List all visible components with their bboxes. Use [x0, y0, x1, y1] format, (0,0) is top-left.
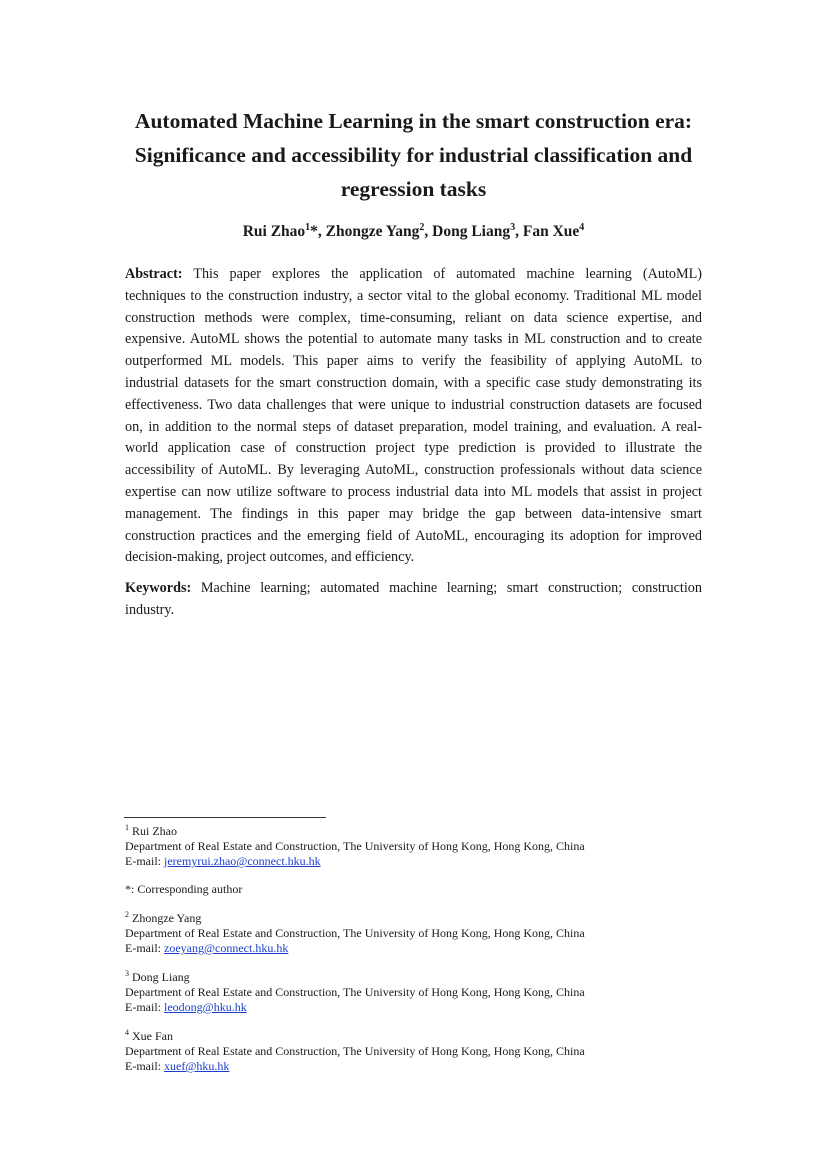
author-separator: , — [515, 223, 523, 240]
footnote-author-4 — [125, 1029, 725, 1074]
email-label: E-mail: — [125, 1000, 164, 1014]
keywords-text: Machine learning; automated machine learning; smart construction; construction — [191, 580, 702, 596]
abstract-line: world application case of construction project type prediction is provided to illustrate the — [125, 440, 702, 457]
author-name: Zhongze Yang — [325, 223, 420, 240]
spacer — [125, 869, 725, 882]
email-link[interactable]: leodong@hku.hk — [164, 1000, 247, 1014]
corresponding-author-note — [125, 882, 725, 897]
abstract-line: accessibility of AutoML. By leveraging AutoML, construction professionals without data science — [125, 462, 702, 479]
abstract-line — [125, 264, 702, 286]
abstract-line: effectiveness. Two data challenges that were unique to industrial construction datasets are focused — [125, 396, 702, 413]
email-label: E-mail: — [125, 941, 164, 955]
footnote-name: Zhongze Yang — [129, 911, 202, 925]
footnote-email-line — [125, 1000, 725, 1015]
author-separator: *, — [310, 223, 326, 240]
footnote-department: Department of Real Estate and Construction, The University of Hong Kong, Hong Kong, China — [125, 1044, 585, 1058]
author-name: Dong Liang — [432, 223, 511, 240]
abstract-line: construction practices and the emerging field of AutoML, encouraging its adoption for improved — [125, 527, 702, 544]
author-name: Fan Xue — [522, 223, 580, 240]
footnote-name: Rui Zhao — [129, 824, 177, 838]
author-affiliation-mark: 4 — [579, 221, 585, 233]
abstract-line: outperformed ML models. This paper aims to verify the feasibility of applying AutoML to — [125, 353, 702, 370]
footnote-name-line — [125, 824, 725, 839]
footnote-mark: 3 — [125, 969, 129, 978]
abstract-line: industrial datasets for the smart construction domain, with a specific case study demonstrating its — [125, 374, 702, 391]
footnote-name-line — [125, 911, 725, 926]
abstract-line: management. The findings in this paper may bridge the gap between data-intensive smart — [125, 505, 702, 522]
abstract-line: construction methods were complex, time-consuming, reliant on data science expertise, and — [125, 309, 702, 326]
footnote-name-line — [125, 1029, 725, 1044]
abstract-text: This paper explores the application of automated machine learning (AutoML) — [182, 266, 702, 282]
footnote-divider — [124, 817, 326, 818]
title-line: Automated Machine Learning in the smart construction era: — [134, 109, 693, 133]
footnote-author-3 — [125, 970, 725, 1015]
footnote-email-line — [125, 854, 725, 869]
email-link[interactable]: zoeyang@connect.hku.hk — [164, 941, 289, 955]
footnote-mark: 2 — [125, 910, 129, 919]
spacer — [125, 897, 725, 911]
footnote-department: Department of Real Estate and Construction, The University of Hong Kong, Hong Kong, China — [125, 926, 585, 940]
author-name: Rui Zhao — [242, 223, 306, 240]
footnote-department: Department of Real Estate and Construction, The University of Hong Kong, Hong Kong, China — [125, 839, 585, 853]
author-affiliation-mark: 2 — [419, 221, 425, 233]
footnote-department: Department of Real Estate and Construction, The University of Hong Kong, Hong Kong, China — [125, 985, 585, 999]
footnote-mark: 1 — [125, 823, 129, 832]
title-line: Significance and accessibility for industrial classification and — [134, 143, 693, 167]
abstract-line: expensive. AutoML shows the potential to automate many tasks in ML construction and to create — [125, 331, 702, 348]
footnote-author-1 — [125, 824, 725, 869]
paper-title — [110, 104, 717, 206]
keywords-line: industry. — [125, 601, 175, 618]
author-affiliation-mark: 3 — [510, 221, 516, 233]
footnote-name: Xue Fan — [129, 1029, 173, 1043]
keywords — [125, 578, 702, 622]
email-label: E-mail: — [125, 1059, 164, 1073]
abstract-label: Abstract: — [125, 266, 183, 282]
abstract-line: techniques to the construction industry, a sector vital to the global economy. Traditional ML model — [125, 287, 702, 304]
corresponding-author-text: *: Corresponding author — [125, 882, 243, 896]
footnotes — [125, 824, 725, 1074]
spacer — [125, 956, 725, 970]
abstract-line: expertise can now utilize software to process industrial data into ML models that assist in project — [125, 483, 702, 500]
abstract — [125, 264, 702, 569]
keywords-label: Keywords: — [125, 580, 192, 596]
email-label: E-mail: — [125, 854, 164, 868]
email-link[interactable]: jeremyrui.zhao@connect.hku.hk — [164, 854, 321, 868]
keywords-line — [125, 578, 702, 600]
footnote-author-2 — [125, 911, 725, 956]
footnote-name: Dong Liang — [129, 970, 190, 984]
author-list — [110, 221, 717, 243]
spacer — [125, 1015, 725, 1029]
author-affiliation-mark: 1 — [305, 221, 311, 233]
abstract-line: on, in addition to the normal steps of dataset preparation, model training, and evaluation. A real- — [125, 418, 702, 435]
footnote-name-line — [125, 970, 725, 985]
author-separator: , — [424, 223, 433, 240]
footnote-mark: 4 — [125, 1028, 129, 1037]
footnote-email-line — [125, 1059, 725, 1074]
title-line: regression tasks — [340, 177, 487, 201]
abstract-line: decision-making, project outcomes, and efficiency. — [125, 549, 415, 566]
footnote-email-line — [125, 941, 725, 956]
email-link[interactable]: xuef@hku.hk — [164, 1059, 230, 1073]
